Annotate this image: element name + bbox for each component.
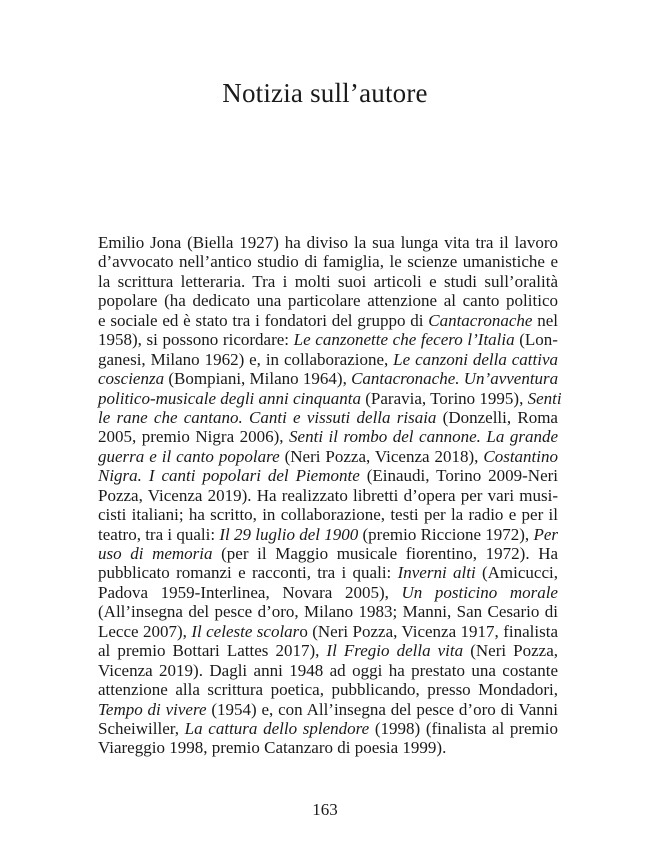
italic-title-text: Senti il rombo del cannone. La grande [289, 427, 558, 447]
text-run: (Lon- [514, 330, 558, 350]
text-run: d’avvocato nell’antico studio di famiglia, le scienze umanistiche e [98, 252, 558, 272]
text-line [98, 369, 558, 388]
text-run: (Donzelli, Roma [436, 407, 558, 427]
text-run: o (Neri Pozza, Vicenza 1917, finalista [299, 621, 558, 641]
text-run: popolare (ha dedicato una particolare attenzione al canto politico [98, 291, 558, 311]
text-line [98, 486, 558, 505]
text-run: Emilio Jona (Biella 1927) ha diviso la sua lunga vita tra il lavoro [98, 233, 558, 252]
text-line [98, 466, 558, 485]
text-run: ganesi, Milano 1962) e, in collaborazione, [98, 349, 394, 369]
text-run: Viareggio 1998, premio Catanzaro di poesia 1999). [98, 738, 447, 758]
text-run: Pozza, Vicenza 2019). Ha realizzato libretti d’opera per vari musi- [98, 485, 558, 505]
text-line [98, 311, 558, 330]
text-run: (premio Riccione 1972), [358, 524, 534, 544]
text-line [98, 408, 558, 427]
text-run: (Neri Pozza, [463, 641, 558, 661]
text-line [98, 505, 558, 524]
text-line [98, 700, 558, 719]
text-line [98, 583, 558, 602]
italic-title-text: Per [533, 524, 558, 544]
italic-title-text: Il 29 luglio del 1900 [219, 524, 359, 544]
text-run: cisti italiani; ha scritto, in collaborazione, testi per la radio e per il [98, 505, 558, 525]
text-run: 1958), si possono ricordare: [98, 330, 294, 350]
italic-title-text: coscienza [98, 369, 165, 389]
text-run: la scrittura letteraria. Tra i molti suoi articoli e studi sull’oralità [98, 271, 558, 291]
italic-title-text: politico-musicale degli anni cinquanta [98, 388, 361, 408]
text-run: Scheiwiller, [98, 718, 185, 738]
italic-title-text: Tempo di vivere [98, 699, 207, 719]
text-run: (Bompiani, Milano 1964), [164, 369, 352, 389]
italic-title-text: La cattura dello splendore [184, 718, 370, 738]
text-line [98, 272, 558, 291]
text-run: Vicenza 2019). Dagli anni 1948 ad oggi ha prestato una costante [98, 660, 558, 680]
text-line [98, 563, 558, 582]
text-line [98, 602, 558, 621]
text-run: (Neri Pozza, Vicenza 2018), [279, 446, 484, 466]
text-run: (Paravia, Torino 1995), [361, 388, 528, 408]
text-run: (1954) e, con All’insegna del pesce d’oro di Vanni [206, 699, 558, 719]
text-line [98, 641, 558, 660]
text-line [98, 661, 558, 680]
text-line [98, 525, 558, 544]
text-line [98, 233, 558, 252]
italic-title-text: Costantino [483, 446, 558, 466]
text-run: (1998) (finalista al premio [369, 718, 559, 738]
text-run: Padova 1959-Interlinea, Novara 2005), [98, 582, 402, 602]
italic-title-text: le rane che cantano. Canti e vissuti della risaia [98, 407, 437, 427]
text-run: 2005, premio Nigra 2006), [98, 427, 290, 447]
text-line [98, 388, 562, 408]
page-title: Notizia sull’autore [222, 78, 428, 108]
italic-title-text: Cantacronache [428, 310, 533, 330]
text-run: e sociale ed è stato tra i fondatori del gruppo di [98, 310, 429, 330]
text-line [98, 330, 558, 349]
text-line [98, 680, 558, 699]
text-run: nel [532, 310, 558, 330]
italic-title-text: uso di memoria [98, 544, 213, 563]
text-run: (All’insegna del pesce d’oro, Milano 1983; Manni, San Cesario di [98, 602, 558, 622]
italic-title-text: Le canzoni della cattiva [393, 349, 559, 369]
text-run: teatro, tra i quali: [98, 524, 220, 544]
biography-paragraph [98, 233, 562, 758]
text-line [98, 622, 558, 641]
text-line [98, 544, 558, 563]
page-number: 163 [312, 800, 338, 819]
italic-title-text: Le canzonette che fecero l’Italia [293, 330, 515, 350]
italic-title-text: Nigra. I canti popolari del Piemonte [98, 466, 360, 486]
text-line [98, 447, 558, 466]
text-line [98, 252, 558, 271]
text-line [98, 291, 558, 310]
text-run: pubblicato romanzi e racconti, tra i quali: [98, 563, 398, 583]
text-run: (per il Maggio musicale fiorentino, 1972). Ha [212, 544, 559, 563]
italic-title-text: Il celeste scolar [191, 621, 300, 641]
italic-title-text: Il Fregio della vita [326, 641, 464, 661]
italic-title-text: Cantacronache. Un’avventura [351, 369, 559, 389]
italic-title-text: guerra e il canto popolare [98, 446, 280, 466]
text-line [98, 719, 558, 738]
text-line [98, 738, 558, 757]
text-run: attenzione alla scrittura poetica, pubblicando, presso Mondadori, [98, 680, 558, 700]
italic-title-text: Inverni alti [397, 563, 476, 583]
italic-title-text: Un posticino morale [401, 582, 558, 602]
italic-title-text: Senti [527, 388, 562, 408]
text-run: (Einaudi, Torino 2009-Neri [359, 466, 559, 486]
text-run: (Amicucci, [475, 563, 558, 583]
text-line [98, 427, 558, 446]
text-run: Lecce 2007), [98, 621, 192, 641]
text-run: al premio Bottari Lattes 2017), [98, 641, 327, 661]
text-line [98, 350, 558, 369]
